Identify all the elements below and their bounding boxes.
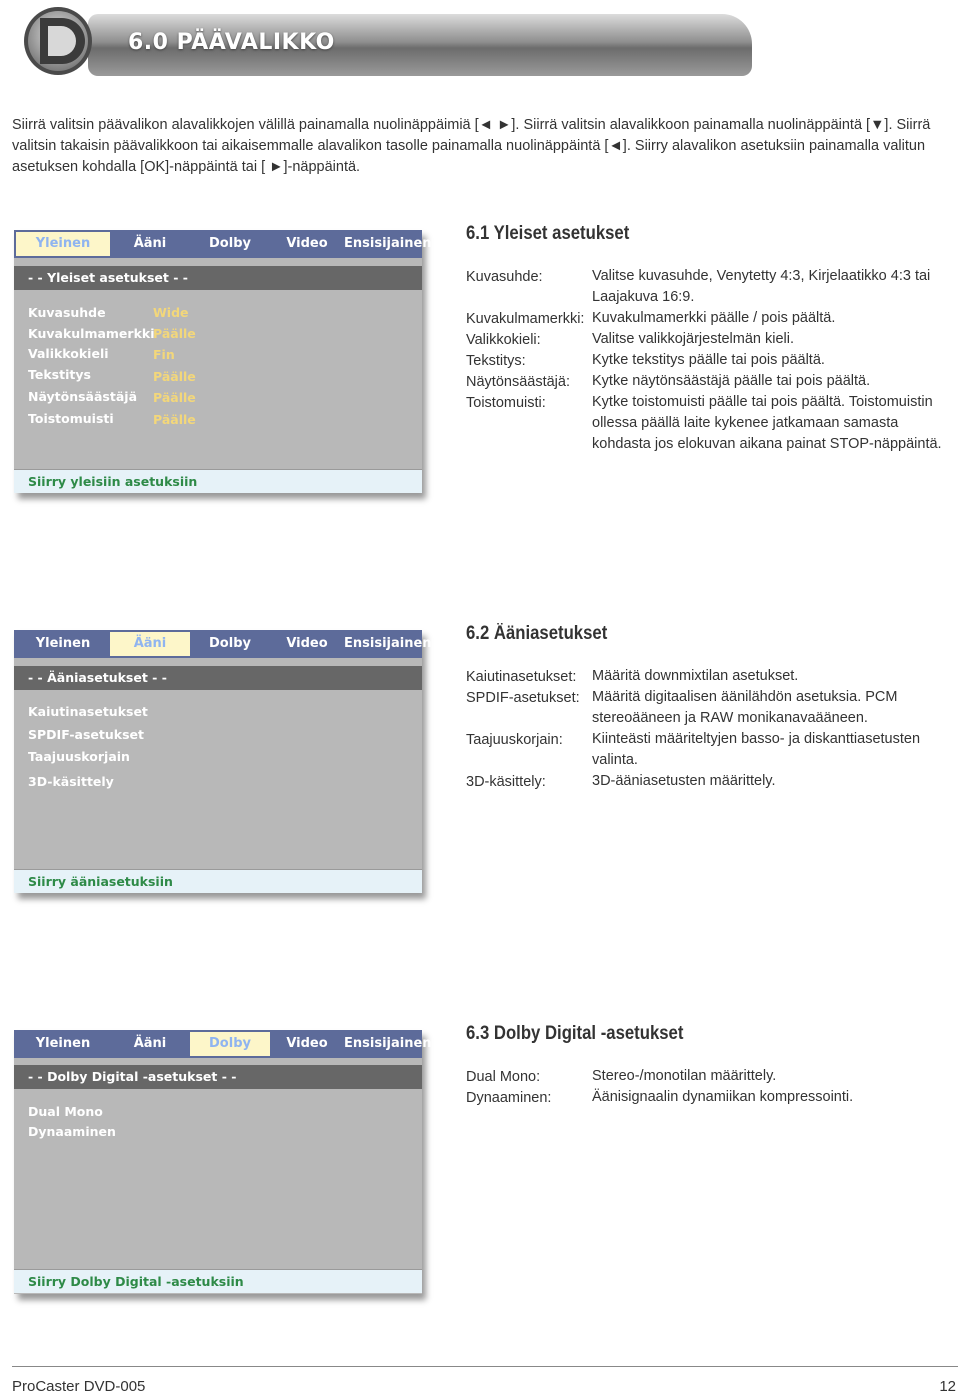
menu-item-dual-mono[interactable]: Dual Mono — [28, 1104, 103, 1119]
desc-label: Taajuuskorjain: — [466, 732, 563, 748]
tab-ensisijainen[interactable]: Ensisijainen — [344, 236, 432, 251]
menu-panel-dolby — [14, 1030, 432, 1294]
brand-logo-icon — [12, 6, 104, 76]
tab-dolby[interactable]: Dolby — [190, 1032, 270, 1056]
section-title: - - Ääniasetukset - - — [14, 666, 422, 690]
menu-item-toistomuisti[interactable]: Toistomuisti — [28, 411, 114, 426]
desc-text: Kuvakulmamerkki päälle / pois päältä. — [592, 310, 836, 326]
menu-item-naytonsaastaja[interactable]: Näytönsäästäjä — [28, 389, 138, 404]
tab-yleinen[interactable]: Yleinen — [35, 1036, 91, 1051]
menu-item-tekstitys[interactable]: Tekstitys — [28, 367, 91, 382]
desc-text: Valitse valikkojärjestelmän kieli. — [592, 331, 795, 347]
desc-text: Kytke näytönsäästäjä päälle tai pois päältä. — [592, 373, 871, 389]
desc-label: SPDIF-asetukset: — [466, 690, 580, 706]
desc-text: Äänisignaalin dynamiikan kompressointi. — [592, 1089, 854, 1105]
menu-value-naytonsaastaja: Päälle — [153, 390, 196, 405]
desc-label: Dual Mono: — [466, 1069, 541, 1085]
tab-aani[interactable]: Ääni — [133, 1036, 167, 1051]
desc-text: Stereo-/monotilan määrittely. — [592, 1068, 777, 1084]
footer-divider — [12, 1366, 958, 1367]
menu-item-taajuuskorjain[interactable]: Taajuuskorjain — [28, 749, 130, 764]
menu-footer-hint: Siirry yleisiin asetuksiin — [14, 469, 422, 493]
desc-label: Näytönsäästäjä: — [466, 374, 570, 390]
menu-item-kuvakulmamerkki[interactable]: Kuvakulmamerkki — [28, 326, 155, 341]
desc-label: Dynaaminen: — [466, 1090, 552, 1106]
tab-dolby[interactable]: Dolby — [209, 236, 251, 251]
menu-item-kaiutinasetukset[interactable]: Kaiutinasetukset — [28, 704, 148, 719]
section-heading: 6.2 Ääniasetukset — [466, 623, 608, 644]
menu-item-dynaaminen[interactable]: Dynaaminen — [28, 1124, 116, 1139]
tab-yleinen[interactable]: Yleinen — [16, 232, 110, 256]
desc-label: Tekstitys: — [466, 353, 526, 369]
desc-text: Valitse kuvasuhde, Venytetty 4:3, Kirjelaatikko 4:3 tai Laajakuva 16:9. — [592, 268, 931, 305]
desc-text: 3D-ääniasetusten määrittely. — [592, 773, 776, 789]
tab-video[interactable]: Video — [286, 1036, 328, 1051]
menu-value-kuvasuhde: Wide — [153, 305, 189, 320]
intro-paragraph: Siirrä valitsin päävalikon alavalikkojen välillä painamalla nuolinäppäimiä [◄ ►]. Siirrä valitsin alavalikkoon painamalla nuolinäppäintä [▼]. Siirrä valitsin takaisin päävalikkoon tai aikaisemmalle alavalikon tasolle painamalla nuolinäppäintä [◄]. Siirry alavalikon asetuksiin painamalla valitun asetuksen kohdalla [OK]-näppäintä tai [ ►]-näppäintä. — [12, 117, 931, 175]
tab-ensisijainen[interactable]: Ensisijainen — [344, 636, 432, 651]
desc-text: Kiinteästi määriteltyjen basso- ja diskanttiasetusten valinta. — [592, 731, 921, 768]
menu-tab-bar — [14, 1030, 432, 1058]
footer-product-name: ProCaster DVD-005 — [12, 1378, 146, 1395]
menu-panel-general — [14, 230, 432, 493]
menu-item-spdif-asetukset[interactable]: SPDIF-asetukset — [28, 727, 144, 742]
desc-label: Kuvakulmamerkki: — [466, 311, 585, 327]
menu-tab-bar — [14, 230, 432, 258]
menu-value-kuvakulmamerkki: Päälle — [153, 326, 196, 341]
section-title: - - Yleiset asetukset - - — [14, 266, 422, 290]
desc-text: Määritä digitaalisen äänilähdön asetuksia. PCM stereoääneen ja RAW monikanavaääneen. — [592, 689, 898, 726]
desc-label: Kuvasuhde: — [466, 269, 543, 285]
menu-item-kuvasuhde[interactable]: Kuvasuhde — [28, 305, 106, 320]
desc-text: Määritä downmixtilan asetukset. — [592, 668, 799, 684]
desc-label: Kaiutinasetukset: — [466, 669, 577, 685]
page-number: 12 — [939, 1378, 956, 1395]
page-title: 6.0 PÄÄVALIKKO — [128, 30, 335, 55]
menu-panel-audio — [14, 630, 432, 893]
section-title: - - Dolby Digital -asetukset - - — [14, 1065, 422, 1089]
tab-dolby[interactable]: Dolby — [209, 636, 251, 651]
section-heading: 6.1 Yleiset asetukset — [466, 223, 630, 244]
section-heading: 6.3 Dolby Digital -asetukset — [466, 1023, 684, 1044]
menu-value-toistomuisti: Päälle — [153, 412, 196, 427]
menu-footer-hint: Siirry Dolby Digital -asetuksiin — [14, 1269, 422, 1293]
menu-value-tekstitys: Päälle — [153, 369, 196, 384]
desc-label: 3D-käsittely: — [466, 774, 546, 790]
desc-text: Kytke tekstitys päälle tai pois päältä. — [592, 352, 825, 368]
menu-footer-hint: Siirry ääniasetuksiin — [14, 869, 422, 893]
menu-item-valikkokieli[interactable]: Valikkokieli — [28, 346, 109, 361]
menu-tab-bar — [14, 630, 432, 658]
tab-aani[interactable]: Ääni — [110, 632, 190, 656]
tab-aani[interactable]: Ääni — [133, 236, 167, 251]
tab-ensisijainen[interactable]: Ensisijainen — [344, 1036, 432, 1051]
desc-label: Toistomuisti: — [466, 395, 546, 411]
tab-video[interactable]: Video — [286, 636, 328, 651]
menu-item-3d-kasittely[interactable]: 3D-käsittely — [28, 774, 114, 789]
tab-video[interactable]: Video — [286, 236, 328, 251]
desc-text: Kytke toistomuisti päälle tai pois päältä. Toistomuistin ollessa päällä laite kykenee jatkamaan samasta kohdasta jos elokuvan aikana painat STOP-näppäintä. — [592, 394, 942, 452]
menu-value-valikkokieli: Fin — [153, 347, 175, 362]
desc-label: Valikkokieli: — [466, 332, 541, 348]
tab-yleinen[interactable]: Yleinen — [35, 636, 91, 651]
